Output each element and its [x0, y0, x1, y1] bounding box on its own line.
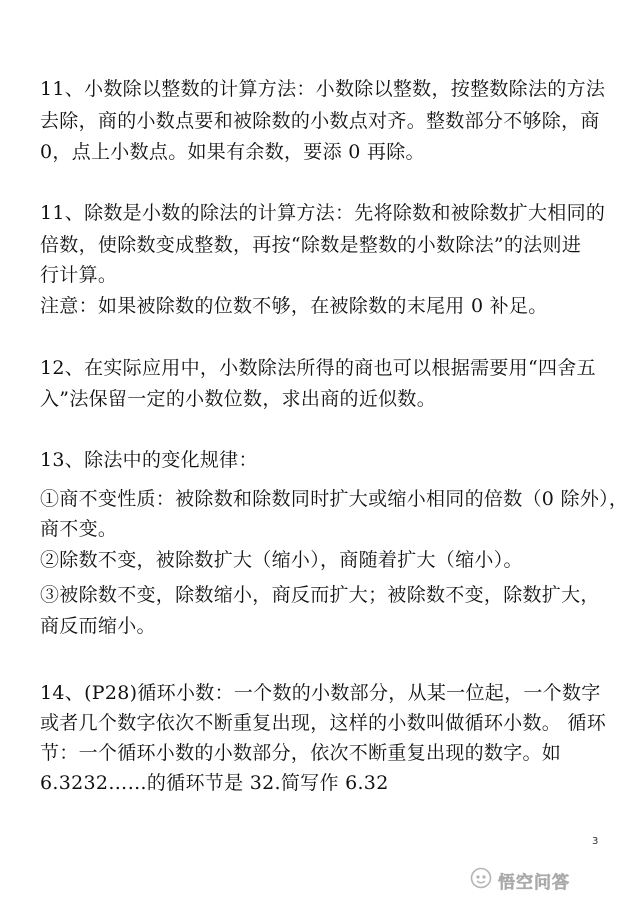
text-line: 节：一个循环小数的小数部分，依次不断重复出现的数字。如 [40, 742, 562, 764]
text-line: 商反而缩小。 [40, 615, 156, 637]
text-line: 入”法保留一定的小数位数，求出商的近似数。 [40, 388, 437, 410]
text-line: 行计算。 [40, 264, 118, 286]
text-line: 6.3232……的循环节是 32.简写作 6.32 [40, 772, 389, 794]
text-line: ③被除数不变，除数缩小，商反而扩大；被除数不变，除数扩大， [40, 584, 600, 606]
text-line: 商不变。 [40, 518, 118, 540]
text-line: 0，点上小数点。如果有余数，要添 0 再除。 [40, 141, 425, 163]
text-line: ①商不变性质：被除数和除数同时扩大或缩小相同的倍数（0 除外）， [40, 488, 629, 510]
page-number: 3 [592, 836, 599, 847]
text-line: 12、在实际应用中，小数除法所得的商也可以根据需要用“四舍五 [40, 357, 596, 379]
text-line: 注意：如果被除数的位数不够，在被除数的末尾用 0 补足。 [40, 295, 548, 317]
text-line: 去除，商的小数点要和被除数的小数点对齐。整数部分不够除，商 [40, 110, 600, 132]
text-line: 11、除数是小数的除法的计算方法：先将除数和被除数扩大相同的 [40, 202, 606, 224]
watermark [470, 866, 570, 894]
text-line: 14、(P28)循环小数：一个数的小数部分，从某一位起，一个数字 [40, 682, 601, 704]
text-line: ②除数不变，被除数扩大（缩小），商随着扩大（缩小）。 [40, 549, 523, 571]
wukong-logo-icon [470, 867, 492, 893]
text-line: 或者几个数字依次不断重复出现，这样的小数叫做循环小数。 循环 [40, 712, 607, 734]
text-line: 倍数，使除数变成整数，再按“除数是整数的小数除法”的法则进 [40, 234, 582, 256]
watermark-text: 悟空问答 [498, 872, 570, 893]
text-line: 11、小数除以整数的计算方法：小数除以整数，按整数除法的方法 [40, 78, 606, 100]
text-line: 13、除法中的变化规律： [40, 449, 258, 471]
